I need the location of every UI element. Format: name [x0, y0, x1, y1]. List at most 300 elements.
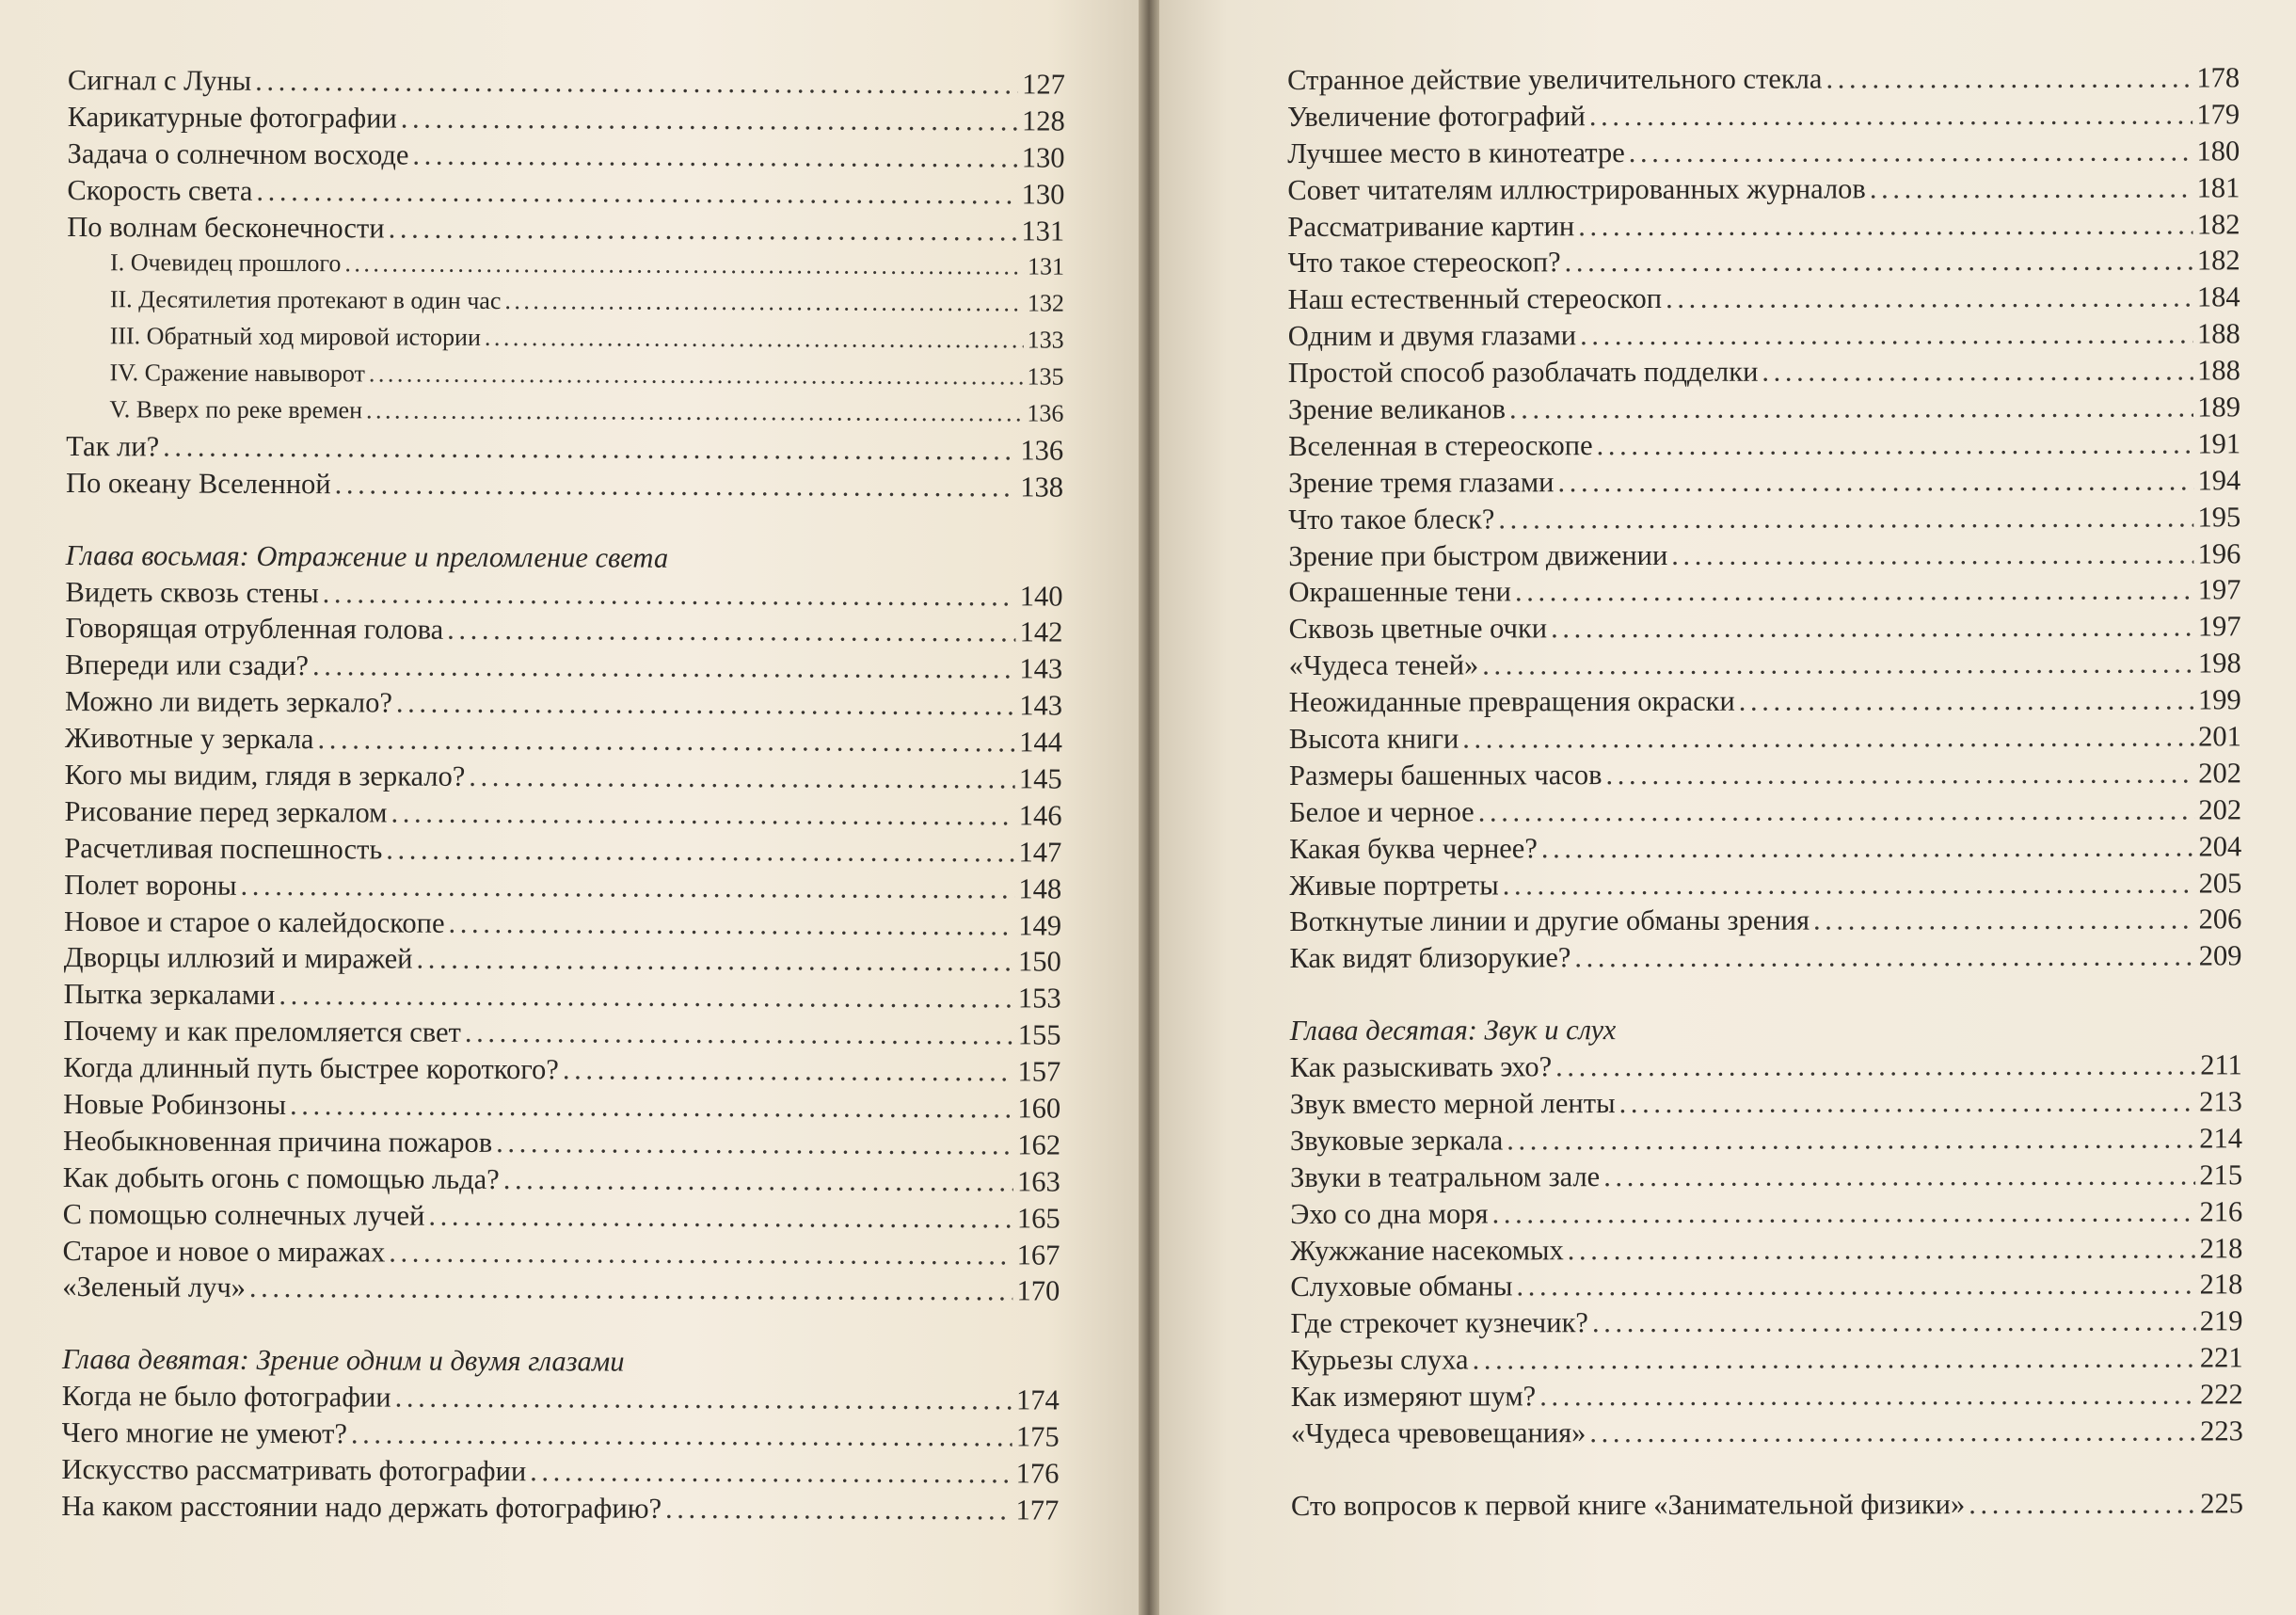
dot-leader	[255, 63, 1018, 103]
dot-leader	[1603, 1157, 2195, 1195]
dot-leader	[317, 721, 1015, 760]
toc-entry	[1288, 536, 2240, 575]
toc-entry-title: На каком расстоянии надо держать фотографию?	[61, 1489, 662, 1525]
dot-leader	[504, 283, 1024, 322]
toc-entry-page-number: 180	[2196, 135, 2240, 168]
toc-entry	[68, 99, 1065, 140]
toc-entry-title: Зрение великанов	[1287, 392, 1507, 425]
toc-entry-title: С помощью солнечных лучей	[62, 1197, 425, 1232]
toc-entry	[61, 1488, 1059, 1529]
toc-entry-page-number: 206	[2198, 903, 2242, 935]
toc-entry-page-number: 205	[2198, 866, 2242, 900]
dot-leader	[401, 100, 1018, 139]
toc-entry-title: Скорость света	[67, 173, 253, 207]
toc-entry-page-number: 136	[1027, 399, 1064, 427]
dot-leader	[1507, 1120, 2195, 1159]
toc-entry-page-number: 221	[2199, 1341, 2243, 1374]
toc-entry	[63, 1086, 1060, 1127]
toc-entry-title: Звуки в театральном зале	[1290, 1159, 1601, 1193]
toc-list	[61, 1378, 1060, 1528]
toc-entry-page-number: 147	[1018, 836, 1062, 869]
dot-leader	[1498, 499, 2193, 537]
toc-entry	[1288, 280, 2240, 319]
dot-leader	[249, 1270, 1013, 1309]
toc-entry-title: Говорящая отрубленная голова	[65, 612, 444, 647]
dot-leader	[1580, 316, 2193, 355]
toc-entry	[62, 1415, 1060, 1456]
toc-entry-title: Простой способ разоблачать подделки	[1287, 355, 1759, 390]
dot-leader	[1605, 755, 2194, 793]
toc-entry-title: Искусство рассматривать фотографии	[61, 1453, 527, 1488]
toc-entry-page-number: 194	[2197, 464, 2241, 497]
toc-entry-title: Пытка зеркалами	[63, 978, 276, 1012]
dot-leader	[1969, 1485, 2196, 1523]
toc-entry	[1290, 1083, 2242, 1123]
toc-entry-title: Живые портреты	[1289, 868, 1499, 902]
dot-leader	[344, 247, 1024, 286]
toc-entry	[1289, 902, 2241, 941]
toc-entry-page-number: 142	[1019, 616, 1063, 649]
toc-entry-page-number: 218	[2199, 1231, 2243, 1265]
chapter-heading: Глава девятая: Зрение одним и двумя глазами	[61, 1343, 625, 1378]
toc-entry-title: Белое и черное	[1289, 795, 1475, 828]
toc-entry-title: Видеть сквозь стены	[65, 575, 319, 609]
toc-entry-page-number: 198	[2197, 647, 2241, 680]
toc-entry-title: Звук вместо мерной ленты	[1289, 1087, 1616, 1121]
toc-entry	[1290, 1267, 2242, 1306]
toc-entry-title: Зрение тремя глазами	[1288, 466, 1555, 499]
toc-entry-page-number: 179	[2196, 98, 2240, 131]
dot-leader	[447, 612, 1016, 651]
toc-entry-title: По волнам бесконечности	[67, 210, 385, 245]
dot-leader	[530, 1453, 1012, 1492]
toc-entry-title: Когда не было фотографии	[61, 1380, 391, 1414]
toc-entry-title: Что такое стереоскоп?	[1287, 246, 1561, 280]
toc-entry-page-number: 196	[2197, 536, 2241, 570]
toc-entry	[63, 1013, 1060, 1054]
dot-leader	[395, 1380, 1013, 1419]
toc-list	[66, 62, 1065, 505]
toc-entry	[61, 1451, 1059, 1493]
toc-entry-title: Рисование перед зеркалом	[64, 794, 388, 829]
toc-entry	[64, 939, 1061, 981]
toc-entry	[1288, 352, 2240, 392]
toc-entry-page-number: 215	[2199, 1159, 2243, 1191]
toc-subentry	[67, 281, 1064, 323]
toc-entry-title: Наш естественный стереоскоп	[1287, 282, 1663, 316]
toc-entry	[63, 1196, 1060, 1238]
toc-entry-page-number: 165	[1016, 1202, 1060, 1235]
toc-entry-title: Неожиданные превращения окраски	[1288, 684, 1735, 719]
toc-entry-page-number: 178	[2196, 61, 2240, 94]
toc-entry	[64, 793, 1061, 835]
toc-entry-page-number: 138	[1020, 471, 1064, 504]
dot-leader	[428, 1197, 1013, 1237]
toc-entry-title: Как разыскивать эхо?	[1289, 1050, 1553, 1084]
toc-entry	[67, 172, 1064, 214]
toc-entry-title: Эхо со дна моря	[1290, 1197, 1489, 1230]
toc-entry-page-number: 150	[1018, 945, 1061, 979]
dot-leader	[412, 136, 1018, 176]
dot-leader	[389, 1234, 1013, 1273]
toc-entry-title: Впереди или сзади?	[65, 648, 310, 682]
toc-entry	[64, 830, 1061, 871]
toc-entry-title: Странное действие увеличительного стекла	[1287, 62, 1823, 96]
toc-entry-title: Курьезы слуха	[1290, 1343, 1469, 1377]
toc-entry-page-number: 130	[1021, 178, 1065, 211]
dot-leader	[1574, 938, 2194, 977]
toc-entry	[66, 428, 1063, 470]
toc-subentry	[66, 355, 1063, 396]
toc-entry-title: Жужжание насекомых	[1290, 1233, 1564, 1267]
dot-leader	[1472, 1340, 2195, 1379]
toc-entry-page-number: 175	[1015, 1420, 1060, 1453]
toc-entry	[1288, 572, 2240, 612]
toc-entry	[65, 647, 1062, 688]
toc-entry	[64, 903, 1061, 945]
dot-leader	[1491, 1193, 2195, 1232]
dot-leader	[1482, 646, 2194, 684]
toc-entry	[65, 757, 1062, 798]
toc-entry-page-number: 219	[2199, 1304, 2243, 1337]
dot-leader	[1503, 865, 2195, 903]
toc-entry-title: III. Обратный ход мировой истории	[109, 322, 481, 352]
toc-entry	[66, 465, 1063, 506]
toc-entry-title: Как добыть огонь с помощью льда?	[62, 1160, 500, 1195]
dot-leader	[389, 210, 1018, 249]
toc-entry	[65, 683, 1062, 725]
toc-entry-page-number: 128	[1021, 104, 1065, 137]
toc-entry-title: IV. Сражение навыворот	[109, 359, 365, 388]
toc-entry-page-number: 177	[1015, 1494, 1060, 1527]
dot-leader	[503, 1161, 1014, 1200]
toc-entry	[1287, 59, 2240, 99]
book-gutter	[1139, 0, 1159, 1615]
toc-entry	[67, 136, 1064, 177]
toc-entry-page-number: 162	[1017, 1128, 1061, 1161]
toc-entry-page-number: 195	[2197, 501, 2241, 534]
toc-entry-page-number: 213	[2199, 1085, 2242, 1118]
toc-entry-page-number: 201	[2198, 720, 2241, 753]
toc-entry-page-number: 155	[1017, 1018, 1061, 1051]
toc-entry	[1287, 96, 2240, 136]
toc-list	[62, 574, 1062, 1310]
toc-entry-title: Расчетливая поспешность	[64, 831, 383, 866]
toc-entry-title: Старое и новое о миражах	[62, 1234, 386, 1269]
dot-leader	[391, 794, 1014, 834]
toc-entry-title: Звуковые зеркала	[1289, 1124, 1504, 1157]
toc-entry-title: Почему и как преломляется свет	[63, 1015, 462, 1049]
toc-entry	[1290, 1157, 2242, 1196]
toc-entry-page-number: 149	[1018, 908, 1062, 942]
toc-entry-title: По океану Вселенной	[65, 466, 331, 501]
toc-entry-page-number: 143	[1019, 689, 1063, 722]
toc-entry-page-number: 202	[2198, 757, 2242, 790]
toc-entry-page-number: 197	[2197, 573, 2241, 606]
left-page	[0, 0, 1139, 1615]
toc-entry-page-number: 145	[1018, 762, 1062, 795]
toc-entry-page-number: 222	[2199, 1378, 2243, 1411]
toc-entry	[1291, 1413, 2243, 1452]
toc-entry-page-number: 216	[2199, 1195, 2243, 1228]
right-page-content	[1287, 59, 2243, 1524]
toc-entry-page-number: 181	[2196, 171, 2240, 204]
toc-subentry	[66, 392, 1063, 433]
dot-leader	[1568, 1230, 2196, 1269]
toc-entry-title: V. Вверх по реке времен	[109, 395, 363, 424]
toc-entry	[1287, 133, 2240, 172]
toc-entry-title: Когда длинный путь быстрее короткого?	[63, 1051, 559, 1086]
toc-entry	[1289, 609, 2241, 648]
toc-entry-title: Так ли?	[66, 429, 160, 463]
toc-entry-page-number: 209	[2198, 939, 2242, 972]
toc-entry	[1291, 1377, 2243, 1416]
toc-entry-page-number: 202	[2198, 793, 2242, 826]
chapter-heading: Глава десятая: Звук и слух	[1289, 1014, 1617, 1047]
toc-entry-title: Рассматривание картин	[1287, 209, 1575, 243]
dot-leader	[1541, 828, 2195, 867]
dot-leader	[1478, 792, 2195, 830]
dot-leader	[1589, 1414, 2196, 1452]
toc-entry-page-number: 131	[1021, 214, 1065, 248]
toc-entry	[62, 1269, 1060, 1310]
toc-entry-title: Сквозь цветные очки	[1288, 612, 1548, 646]
toc-entry-page-number: 131	[1027, 252, 1065, 281]
toc-entry-page-number: 167	[1016, 1239, 1060, 1271]
toc-entry-title: «Зеленый луч»	[62, 1271, 247, 1304]
left-page-content	[61, 62, 1065, 1528]
toc-entry-title: Вселенная в стереоскопе	[1288, 429, 1593, 462]
toc-entry	[1290, 1230, 2242, 1270]
toc-entry	[1290, 1193, 2242, 1233]
toc-entry-page-number: 144	[1019, 726, 1062, 759]
dot-leader	[1516, 1267, 2195, 1305]
dot-leader	[1629, 133, 2193, 170]
toc-entry-title: Лучшее место в кинотеатре	[1287, 136, 1625, 169]
toc-entry	[1288, 462, 2240, 502]
toc-entry-title: Окрашенные тени	[1288, 575, 1511, 609]
toc-entry	[1288, 425, 2240, 465]
toc-entry-page-number: 218	[2199, 1268, 2243, 1301]
dot-leader	[1739, 682, 2194, 720]
dot-leader	[1597, 425, 2194, 464]
dot-leader	[665, 1491, 1012, 1529]
dot-leader	[369, 357, 1024, 396]
toc-entry-page-number: 174	[1015, 1383, 1060, 1416]
dot-leader	[290, 1087, 1014, 1127]
toc-entry	[1290, 1047, 2242, 1087]
toc-entry-page-number: 163	[1016, 1165, 1060, 1198]
toc-list	[1287, 59, 2242, 977]
toc-entry-title: Можно ли видеть зеркало?	[64, 685, 393, 719]
dot-leader	[335, 466, 1017, 505]
dot-leader	[1565, 243, 2193, 281]
toc-entry-page-number: 130	[1021, 141, 1065, 174]
dot-leader	[496, 1125, 1013, 1163]
toc-entry	[67, 209, 1064, 250]
dot-leader	[396, 685, 1015, 725]
dot-leader	[1462, 718, 2194, 757]
toc-entry-page-number: 191	[2197, 427, 2241, 460]
dot-leader	[279, 977, 1014, 1016]
toc-entry	[1287, 206, 2240, 246]
toc-entry	[1289, 865, 2241, 904]
toc-entry-page-number: 135	[1027, 362, 1064, 391]
toc-entry-page-number: 157	[1017, 1055, 1061, 1088]
toc-entry	[63, 1159, 1060, 1201]
toc-entry-title: Как видят близорукие?	[1289, 941, 1571, 975]
toc-entry-title: Полет вороны	[64, 868, 237, 902]
section-gap	[1291, 1449, 2243, 1488]
toc-entry-page-number: 182	[2196, 207, 2240, 241]
toc-entry	[63, 1049, 1060, 1091]
toc-entry-title: «Чудеса чревовещания»	[1290, 1416, 1586, 1450]
toc-entry-title: Как измеряют шум?	[1290, 1380, 1537, 1414]
toc-entry-title: Сигнал с Луны	[67, 63, 252, 97]
toc-entry	[1289, 792, 2241, 831]
toc-entry-title: Новые Робинзоны	[63, 1088, 287, 1122]
toc-entry-page-number: 184	[2196, 280, 2240, 313]
toc-entry-title: Животные у зеркала	[64, 722, 314, 756]
toc-entry-page-number: 153	[1017, 982, 1061, 1015]
toc-entry-page-number: 182	[2196, 244, 2240, 277]
toc-list	[1291, 1485, 2243, 1525]
toc-entry-title: Зрение при быстром движении	[1288, 538, 1668, 572]
toc-entry-page-number: 127	[1022, 68, 1065, 101]
toc-entry	[1288, 499, 2240, 538]
toc-entry-title: Сто вопросов к первой книге «Занимательной физики»	[1290, 1488, 1966, 1522]
toc-entry	[1288, 243, 2240, 282]
toc-entry-page-number: 140	[1019, 579, 1063, 613]
toc-entry-title: Совет читателям иллюстрированных журналов	[1287, 172, 1866, 206]
toc-entry	[68, 62, 1065, 104]
toc-entry-title: I. Очевидец прошлого	[110, 248, 342, 278]
dot-leader	[323, 575, 1016, 615]
dot-leader	[351, 1415, 1012, 1455]
toc-entry	[65, 720, 1062, 761]
dot-leader	[1813, 902, 2195, 939]
dot-leader	[1671, 536, 2193, 573]
dot-leader	[563, 1051, 1014, 1090]
toc-entry	[1288, 316, 2240, 356]
dot-leader	[1666, 280, 2193, 317]
toc-entry-title: Необыкновенная причина пожаров	[62, 1124, 493, 1159]
toc-entry-page-number: 136	[1020, 434, 1064, 467]
chapter-heading: Глава восьмая: Отражение и преломление света	[65, 538, 669, 574]
toc-entry	[1290, 1303, 2242, 1343]
toc-subentry	[67, 245, 1064, 286]
toc-entry-page-number: 197	[2197, 610, 2241, 643]
dot-leader	[386, 831, 1014, 871]
toc-entry-title: Где стрекочет кузнечик?	[1290, 1306, 1588, 1340]
toc-entry-title: «Чудеса теней»	[1288, 648, 1479, 682]
toc-entry-title: Одним и двумя глазами	[1287, 319, 1577, 353]
dot-leader	[163, 428, 1016, 469]
toc-entry-page-number: 225	[2200, 1487, 2244, 1520]
right-page	[1159, 0, 2296, 1615]
toc-entry	[1289, 646, 2241, 685]
toc-entry	[1289, 718, 2241, 758]
toc-entry-page-number: 133	[1027, 326, 1064, 354]
toc-entry-title: Карикатурные фотографии	[67, 100, 397, 135]
dot-leader	[485, 320, 1024, 359]
dot-leader	[465, 1015, 1014, 1053]
dot-leader	[1826, 59, 2192, 97]
toc-entry-page-number: 223	[2200, 1415, 2243, 1447]
dot-leader	[1592, 1303, 2196, 1342]
dot-leader	[1589, 96, 2193, 135]
toc-entry	[65, 610, 1062, 651]
toc-entry	[1288, 389, 2240, 428]
dot-leader	[1870, 169, 2193, 207]
toc-entry	[62, 1233, 1060, 1274]
toc-entry	[64, 867, 1061, 908]
toc-entry	[1289, 681, 2241, 721]
toc-entry-title: Размеры башенных часов	[1288, 759, 1602, 792]
toc-entry-page-number: 160	[1017, 1092, 1061, 1125]
toc-list	[1290, 1047, 2243, 1452]
toc-entry	[1290, 1120, 2242, 1159]
toc-entry-page-number: 170	[1016, 1274, 1060, 1308]
toc-entry-page-number: 211	[2200, 1048, 2242, 1081]
dot-leader	[366, 392, 1024, 432]
dot-leader	[1762, 353, 2193, 391]
toc-entry-page-number: 148	[1018, 872, 1062, 905]
toc-entry-page-number: 204	[2198, 830, 2242, 863]
dot-leader	[1555, 1047, 2196, 1086]
toc-entry-page-number: 214	[2199, 1122, 2243, 1155]
toc-entry	[63, 1123, 1060, 1164]
toc-entry-title: Новое и старое о калейдоскопе	[63, 904, 445, 939]
dot-leader	[312, 648, 1016, 687]
toc-entry-page-number: 143	[1019, 652, 1063, 685]
dot-leader	[1557, 462, 2193, 501]
dot-leader	[1515, 572, 2194, 611]
toc-entry-title: Чего многие не умеют?	[61, 1416, 347, 1450]
toc-entry-title: Слуховые обманы	[1290, 1270, 1513, 1303]
toc-entry	[1289, 755, 2241, 794]
toc-entry	[1287, 169, 2240, 209]
toc-entry-title: Увеличение фотографий	[1287, 100, 1586, 133]
toc-entry	[1291, 1485, 2243, 1525]
toc-entry-title: Что такое блеск?	[1288, 503, 1495, 536]
toc-entry-title: Воткнутые линии и другие обманы зрения	[1289, 904, 1810, 938]
dot-leader	[1619, 1084, 2196, 1123]
toc-entry-title: II. Десятилетия протекают в один час	[109, 285, 502, 315]
toc-entry-page-number: 188	[2197, 354, 2240, 387]
toc-entry-page-number: 146	[1018, 799, 1062, 832]
dot-leader	[1578, 206, 2193, 245]
dot-leader	[1551, 609, 2194, 648]
toc-entry-title: Дворцы иллюзий и миражей	[63, 941, 413, 976]
toc-entry	[1291, 1340, 2243, 1380]
toc-entry-title: Кого мы видим, глядя в зеркало?	[64, 759, 466, 792]
toc-entry	[64, 976, 1061, 1017]
toc-entry-page-number: 189	[2197, 391, 2241, 424]
toc-entry-page-number: 132	[1027, 289, 1064, 317]
dot-leader	[256, 173, 1017, 213]
dot-leader	[469, 759, 1015, 797]
dot-leader	[1509, 389, 2193, 427]
toc-entry	[62, 1378, 1060, 1419]
dot-leader	[1539, 1377, 2196, 1415]
toc-entry	[1289, 828, 2241, 868]
toc-entry	[65, 574, 1062, 616]
toc-entry-title: Задача о солнечном восходе	[67, 136, 409, 171]
toc-entry-page-number: 199	[2197, 683, 2241, 716]
dot-leader	[416, 941, 1014, 981]
dot-leader	[449, 904, 1015, 944]
